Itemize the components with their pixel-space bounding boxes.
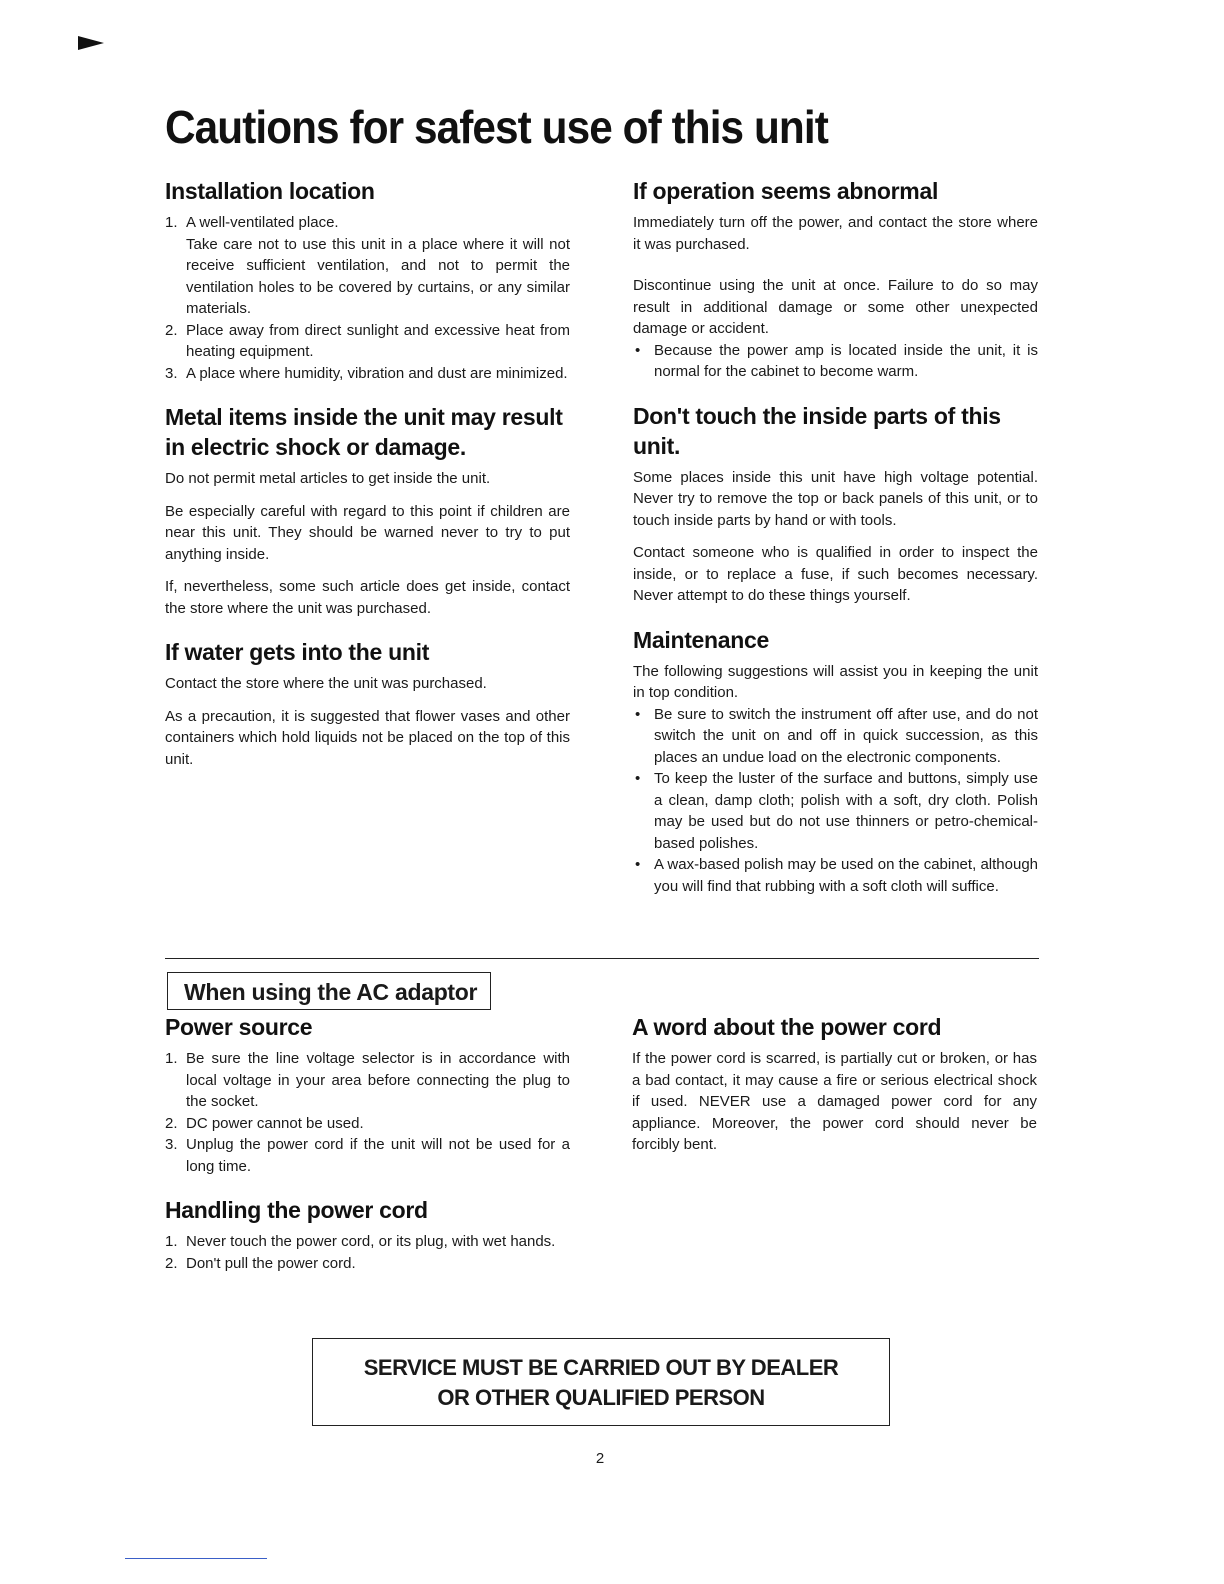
ac-right-column (632, 1012, 1037, 1174)
page-number: 2 (595, 1450, 605, 1467)
abnormal-bullets (633, 340, 1038, 383)
water-section (165, 637, 570, 770)
metal-heading: Metal items inside the unit may result in electric shock or damage. (165, 404, 563, 460)
maintenance-heading: Maintenance (633, 626, 770, 653)
handling-section (165, 1195, 570, 1274)
list-item: • To keep the luster of the surface and buttons, simply use a clean, damp cloth; polish with a soft, dry cloth. Polish may be used but do not use thinners or petro-chemical-based polishes. (633, 768, 1038, 854)
maintenance-bullets (633, 704, 1038, 898)
power-source-heading: Power source (165, 1014, 313, 1040)
installation-section (165, 176, 570, 384)
paragraph: As a precaution, it is suggested that flower vases and other containers which hold liquids not be placed on the top of this unit. (165, 707, 570, 768)
installation-list (165, 212, 570, 384)
list-item: • Because the power amp is located inside the unit, it is normal for the cabinet to become warm. (633, 340, 1038, 383)
paragraph: Some places inside this unit have high voltage potential. Never try to remove the top or back panels of this unit, or to touch inside parts by hand or with tools. (633, 468, 1038, 529)
ac-adaptor-box: When using the AC adaptor (167, 972, 491, 1010)
section-divider (165, 958, 1039, 959)
left-column (165, 176, 570, 788)
paragraph: Do not permit metal articles to get inside the unit. (165, 470, 491, 487)
list-item: 2. Place away from direct sunlight and excessive heat from heating equipment. (165, 321, 570, 360)
list-item: • Be sure to switch the instrument off after use, and do not switch the unit on and off in quick succession, as this places an undue load on the electronic components. (633, 704, 1038, 769)
paragraph: Contact the store where the unit was purchased. (165, 675, 487, 692)
power-source-section (165, 1012, 570, 1177)
paragraph: Immediately turn off the power, and contact the store where it was purchased. (633, 214, 1038, 253)
list-item: • A wax-based polish may be used on the cabinet, although you will find that rubbing with a soft cloth will suffice. (633, 854, 1038, 897)
power-cord-section (632, 1012, 1037, 1156)
list-item: 2. Don't pull the power cord. (165, 1254, 356, 1272)
paragraph: Discontinue using the unit at once. Failure to do so may result in additional damage or some other unexpected damage or accident. (633, 277, 1038, 337)
inside-heading: Don't touch the inside parts of this unit. (633, 402, 1001, 459)
list-item: 1. A well-ventilated place. Take care not to use this unit in a place where it will not receive sufficient ventilation, and not to permit the ventilation holes to be covered by curtains, or any similar materials. (165, 214, 570, 317)
power-cord-heading: A word about the power cord (632, 1014, 942, 1040)
service-line-2: OR OTHER QUALIFIED PERSON (437, 1385, 765, 1410)
power-source-list (165, 1048, 570, 1177)
abnormal-heading: If operation seems abnormal (633, 178, 939, 204)
list-item: 1. Never touch the power cord, or its plug, with wet hands. (165, 1233, 556, 1250)
handling-list (165, 1231, 570, 1274)
water-heading: If water gets into the unit (165, 639, 430, 665)
maintenance-section (633, 625, 1038, 898)
paragraph: The following suggestions will assist you in keeping the unit in top condition. (633, 662, 1038, 701)
service-notice-box (312, 1338, 890, 1426)
inside-section (633, 401, 1038, 607)
ac-left-column (165, 1012, 570, 1292)
paragraph: If the power cord is scarred, is partially cut or broken, or has a bad contact, it may cause a fire or serious electrical shock if used. NEVER use a damaged power cord for any appliance. Moreover, the power cord should never be forcibly bent. (632, 1050, 1037, 1153)
list-item: 2. DC power cannot be used. (165, 1114, 364, 1132)
list-item: 1. Be sure the line voltage selector is in accordance with local voltage in your area before connecting the plug to the socket. (165, 1050, 570, 1110)
page-title: Cautions for safest use of this unit (165, 101, 828, 153)
paragraph: If, nevertheless, some such article does get inside, contact the store where the unit was purchased. (165, 578, 570, 617)
list-item: 3. Unplug the power cord if the unit will not be used for a long time. (165, 1136, 570, 1175)
handling-heading: Handling the power cord (165, 1197, 428, 1223)
paragraph: Contact someone who is qualified in order to inspect the inside, or to replace a fuse, if such becomes necessary. Never attempt to do these things yourself. (633, 544, 1038, 604)
paragraph: Be especially careful with regard to this point if children are near this unit. They should be warned never to try to put anything inside. (165, 502, 570, 563)
page-marker-arrow-icon (78, 36, 104, 50)
installation-heading: Installation location (165, 178, 375, 204)
footer-line (125, 1558, 267, 1559)
list-item: 3. A place where humidity, vibration and dust are minimized. (165, 364, 568, 382)
abnormal-section (633, 176, 1038, 383)
metal-section (165, 402, 570, 619)
right-column (633, 176, 1038, 915)
service-line-1: SERVICE MUST BE CARRIED OUT BY DEALER (363, 1355, 839, 1380)
